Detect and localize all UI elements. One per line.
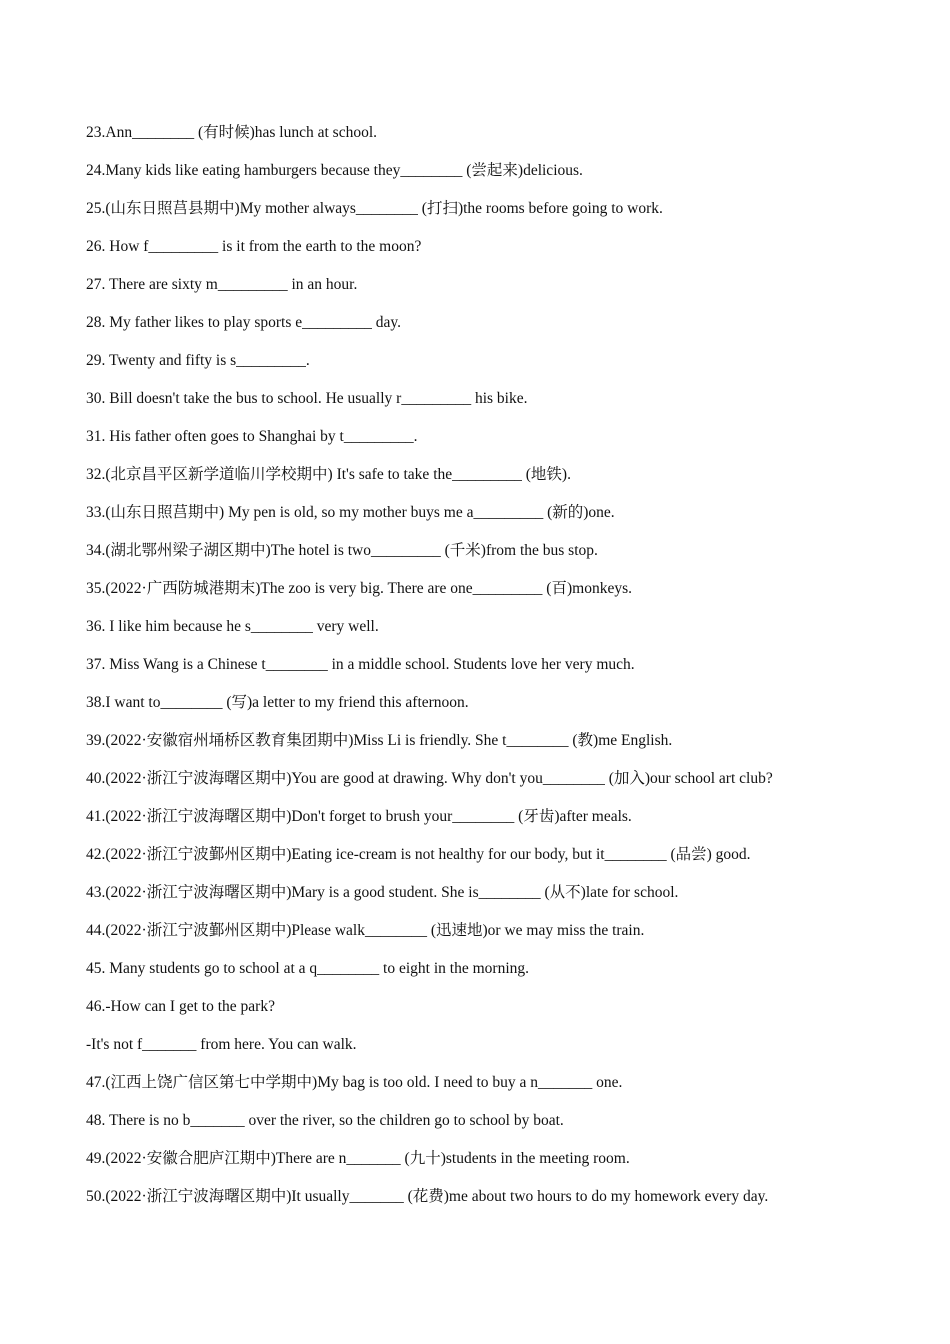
exercise-line: 26. How f_________ is it from the earth to the moon? [86, 238, 422, 255]
exercise-line: 36. I like him because he s________ very well. [86, 618, 379, 635]
exercise-line: 31. His father often goes to Shanghai by t_________. [86, 428, 418, 445]
exercise-line: 50.(2022·浙江宁波海曙区期中)It usually_______ (花费)me about two hours to do my homework every day. [86, 1188, 769, 1205]
exercise-line: 49.(2022·安徽合肥庐江期中)There are n_______ (九十)students in the meeting room. [86, 1150, 630, 1167]
exercise-line: 35.(2022·广西防城港期末)The zoo is very big. There are one_________ (百)monkeys. [86, 580, 632, 597]
exercise-line: 39.(2022·安徽宿州埇桥区教育集团期中)Miss Li is friendly. She t________ (教)me English. [86, 732, 673, 749]
exercise-line: 33.(山东日照莒期中) My pen is old, so my mother buys me a_________ (新的)one. [86, 504, 615, 521]
exercise-line: 40.(2022·浙江宁波海曙区期中)You are good at drawing. Why don't you________ (加入)our school art club? [86, 770, 773, 787]
exercise-line: 25.(山东日照莒县期中)My mother always________ (打扫)the rooms before going to work. [86, 200, 663, 217]
exercise-line: 32.(北京昌平区新学道临川学校期中) It's safe to take the_________ (地铁). [86, 466, 571, 483]
exercise-line: 29. Twenty and fifty is s_________. [86, 352, 310, 369]
exercise-line: 28. My father likes to play sports e_________ day. [86, 314, 401, 331]
exercise-line: 43.(2022·浙江宁波海曙区期中)Mary is a good student. She is________ (从不)late for school. [86, 884, 679, 901]
exercise-line: 23.Ann________ (有时候)has lunch at school. [86, 124, 378, 141]
exercise-line: 34.(湖北鄂州梁子湖区期中)The hotel is two_________ (千米)from the bus stop. [86, 542, 598, 559]
exercise-line: 47.(江西上饶广信区第七中学期中)My bag is too old. I need to buy a n_______ one. [86, 1074, 623, 1091]
exercise-line: -It's not f_______ from here. You can walk. [86, 1036, 357, 1053]
exercise-line: 46.-How can I get to the park? [86, 998, 275, 1015]
exercise-line: 44.(2022·浙江宁波鄞州区期中)Please walk________ (迅速地)or we may miss the train. [86, 922, 645, 939]
exercise-line: 27. There are sixty m_________ in an hour. [86, 276, 358, 293]
exercise-line: 37. Miss Wang is a Chinese t________ in a middle school. Students love her very much. [86, 656, 635, 673]
exercise-line: 24.Many kids like eating hamburgers because they________ (尝起来)delicious. [86, 162, 583, 179]
exercise-line: 41.(2022·浙江宁波海曙区期中)Don't forget to brush your________ (牙齿)after meals. [86, 808, 632, 825]
exercise-line: 42.(2022·浙江宁波鄞州区期中)Eating ice-cream is not healthy for our body, but it________ (品尝) good. [86, 846, 751, 863]
exercise-line: 38.I want to________ (写)a letter to my friend this afternoon. [86, 694, 469, 711]
exercise-line: 30. Bill doesn't take the bus to school. He usually r_________ his bike. [86, 390, 528, 407]
exercise-line: 48. There is no b_______ over the river, so the children go to school by boat. [86, 1112, 564, 1129]
exercise-line: 45. Many students go to school at a q________ to eight in the morning. [86, 960, 529, 977]
exercise-list [86, 122, 926, 1224]
